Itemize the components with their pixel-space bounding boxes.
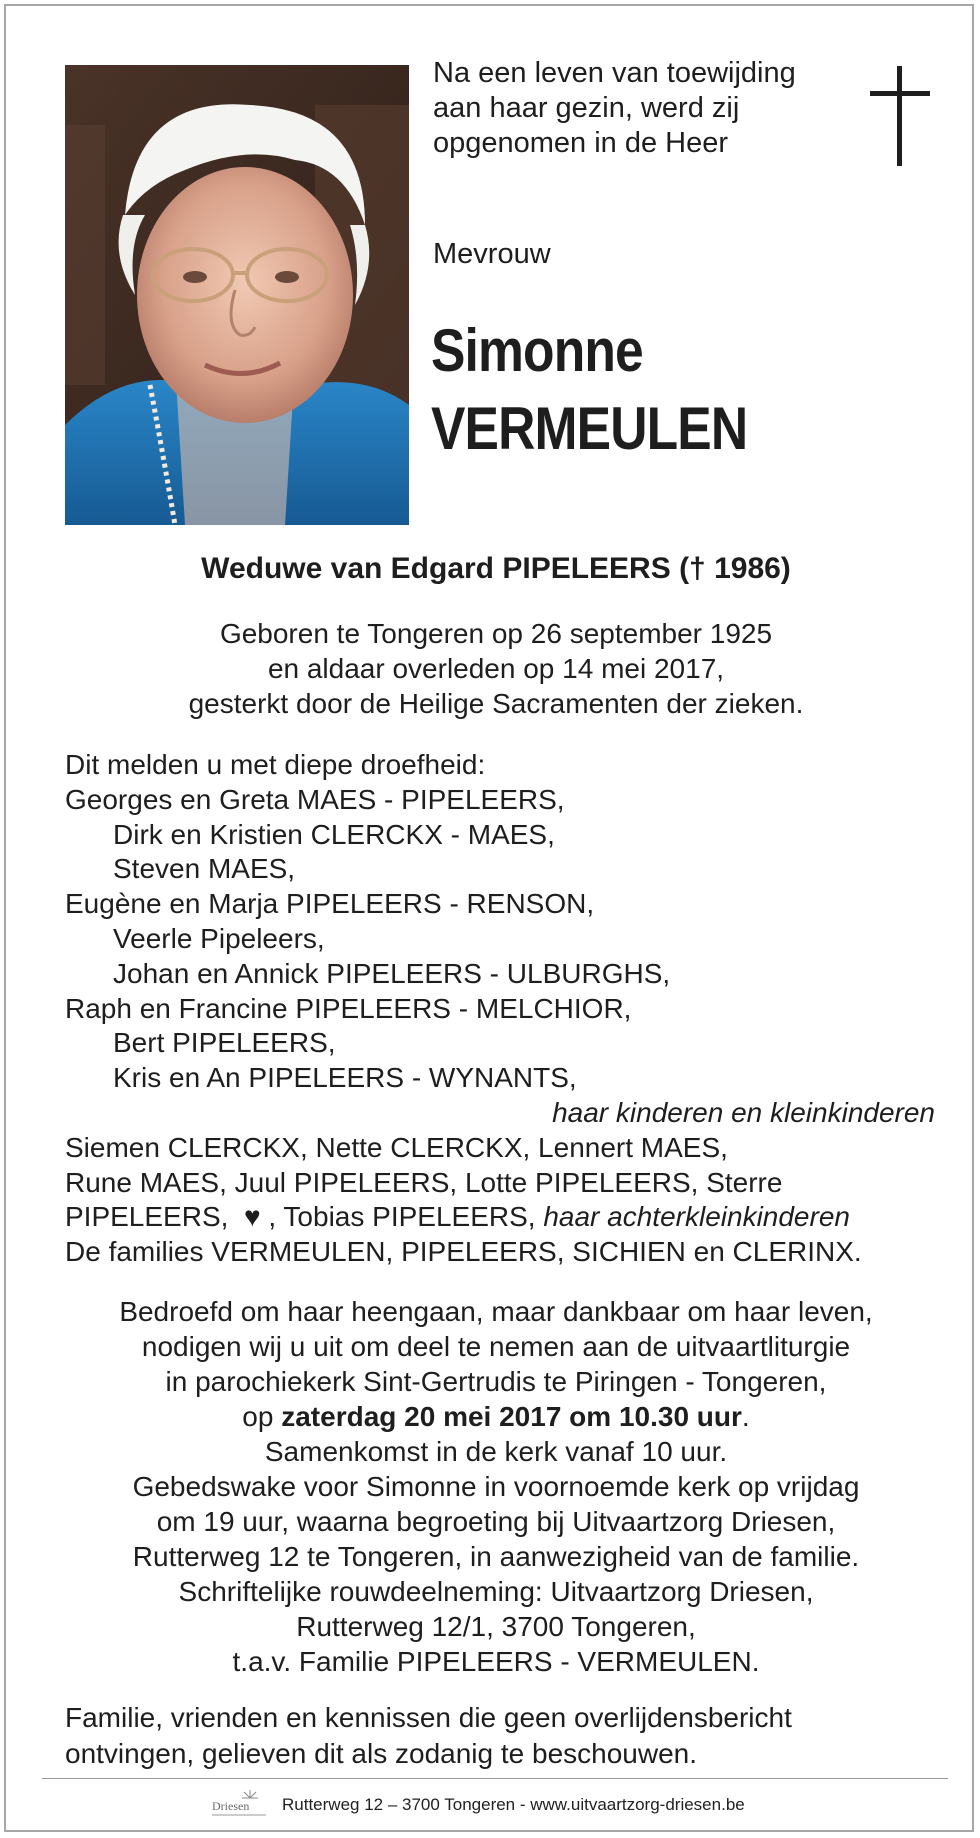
family-member: Kris en An PIPELEERS - WYNANTS, [113, 1062, 577, 1094]
great-grandchildren-text: , Tobias PIPELEERS, [268, 1201, 536, 1233]
footer-address: Rutterweg 12 – 3700 Tongeren - www.uitvaartzorg-driesen.be [282, 1795, 745, 1814]
family-heading: Dit melden u met diepe droefheid: [65, 749, 486, 780]
great-grandchildren-line: Rune MAES, Juul PIPELEERS, Lotte PIPELEERS, Sterre [65, 1166, 783, 1198]
heart-icon: ♥ [243, 1201, 261, 1233]
widow-line: Weduwe van Edgard PIPELEERS († 1986) [201, 552, 791, 585]
funeral-date-prefix: op [242, 1401, 274, 1432]
funeral-line: nodigen wij u uit om deel te nemen aan de uitvaartliturgie [141, 1331, 851, 1362]
birth-line: gesterkt door de Heilige Sacramenten der zieken. [188, 688, 804, 719]
notice-line: ontvingen, gelieven dit als zodanig te beschouwen. [65, 1738, 697, 1769]
intro-line: opgenomen in de Heer [433, 127, 729, 159]
funeral-date-line [6, 1399, 980, 1434]
funeral-date: zaterdag 20 mei 2017 om 10.30 uur [281, 1401, 742, 1432]
family-member: Eugène en Marja PIPELEERS - RENSON, [65, 888, 595, 920]
notice-text [65, 1700, 945, 1772]
intro-text [433, 56, 853, 161]
funeral-line: Rutterweg 12/1, 3700 Tongeren, [296, 1611, 696, 1642]
driesen-logo [210, 1788, 270, 1824]
funeral-line: Gebedswake voor Simonne in voornoemde kerk op vrijdag [132, 1471, 860, 1502]
birth-details [6, 616, 980, 721]
obituary-card [4, 4, 974, 1832]
family-member: Raph en Francine PIPELEERS - MELCHIOR, [65, 992, 632, 1024]
intro-line: aan haar gezin, werd zij [433, 92, 740, 124]
great-grandchildren-line [65, 1200, 935, 1235]
birth-line: Geboren te Tongeren op 26 september 1925 [219, 618, 773, 649]
family-member: Steven MAES, [113, 853, 296, 885]
family-member: Bert PIPELEERS, [113, 1027, 336, 1059]
logo-text: Driesen [212, 1799, 250, 1813]
funeral-details [6, 1294, 980, 1679]
great-grandchildren-line: Siemen CLERCKX, Nette CLERCKX, Lennert MAES, [65, 1131, 728, 1163]
funeral-line: in parochiekerk Sint-Gertrudis te Piringen - Tongeren, [165, 1366, 827, 1397]
cross-icon [870, 66, 930, 166]
funeral-date-suffix: . [741, 1401, 750, 1432]
funeral-line: Rutterweg 12 te Tongeren, in aanwezigheid van de familie. [132, 1541, 860, 1572]
funeral-line: Bedroefd om haar heengaan, maar dankbaar om haar leven, [119, 1296, 873, 1327]
family-list [65, 748, 935, 1270]
great-grandchildren-caption: haar achterkleinkinderen [543, 1201, 850, 1233]
funeral-line: om 19 uur, waarna begroeting bij Uitvaartzorg Driesen, [156, 1506, 836, 1537]
family-member: Georges en Greta MAES - PIPELEERS, [65, 783, 565, 815]
children-caption: haar kinderen en kleinkinderen [552, 1096, 935, 1128]
funeral-line: t.a.v. Familie PIPELEERS - VERMEULEN. [232, 1646, 760, 1677]
footer-divider [42, 1778, 948, 1779]
footer [6, 1788, 980, 1824]
funeral-line: Schriftelijke rouwdeelneming: Uitvaartzorg Driesen, [178, 1576, 814, 1607]
first-name: Simonne [431, 317, 643, 384]
deceased-name [431, 312, 747, 468]
families-line: De families VERMEULEN, PIPELEERS, SICHIEN en CLERINX. [65, 1236, 862, 1268]
salutation: Mevrouw [433, 238, 551, 270]
great-grandchildren-text: PIPELEERS, [65, 1201, 229, 1233]
last-name: VERMEULEN [431, 395, 748, 462]
portrait-photo [65, 65, 409, 525]
funeral-line: Samenkomst in de kerk vanaf 10 uur. [264, 1436, 728, 1467]
notice-line: Familie, vrienden en kennissen die geen overlijdensbericht [65, 1702, 792, 1733]
intro-line: Na een leven van toewijding [433, 57, 796, 89]
family-member: Dirk en Kristien CLERCKX - MAES, [113, 818, 555, 850]
family-member: Johan en Annick PIPELEERS - ULBURGHS, [113, 957, 671, 989]
family-member: Veerle Pipeleers, [113, 922, 325, 954]
birth-line: en aldaar overleden op 14 mei 2017, [267, 653, 725, 684]
